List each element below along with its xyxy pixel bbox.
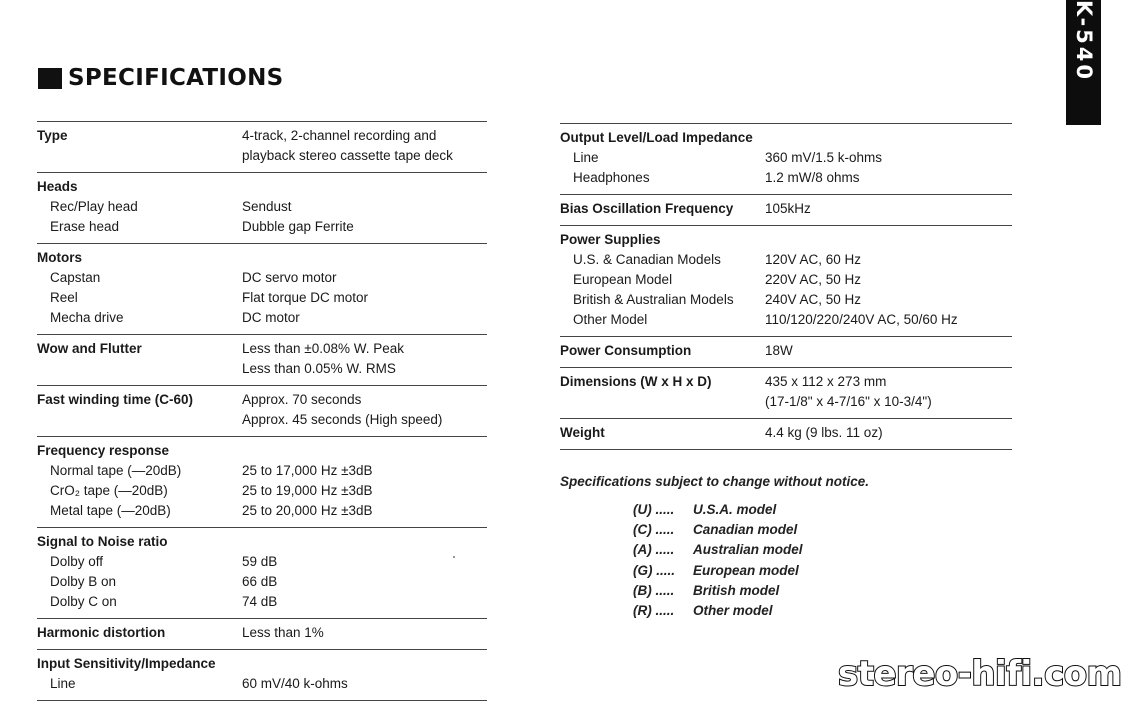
model-code: (B) ..... <box>633 582 675 598</box>
page-title <box>38 64 284 92</box>
spec-heading: Type <box>37 128 68 143</box>
spec-row <box>560 372 1012 392</box>
spec-section <box>560 123 1012 194</box>
spec-item-value: 240V AC, 50 Hz <box>765 292 862 307</box>
spec-heading: Motors <box>37 250 82 265</box>
spec-item <box>560 250 1012 270</box>
spec-table-left <box>37 121 487 701</box>
spec-value: Approx. 70 seconds <box>242 392 362 407</box>
spec-value: 105kHz <box>765 201 811 216</box>
spec-row <box>37 654 487 674</box>
spec-row <box>37 623 487 643</box>
spec-heading: Bias Oscillation Frequency <box>560 201 734 216</box>
spec-value: 4.4 kg (9 lbs. 11 oz) <box>765 425 883 440</box>
spec-item <box>37 481 487 501</box>
spec-value: Approx. 45 seconds (High speed) <box>242 412 443 427</box>
spec-heading: Harmonic distortion <box>37 625 166 640</box>
spec-heading: Weight <box>560 425 605 440</box>
spec-item-label: Headphones <box>573 170 650 185</box>
spec-value: playback stereo cassette tape deck <box>242 148 453 163</box>
specifications-notice: Specifications subject to change without notice. <box>560 474 870 489</box>
spec-section <box>37 618 487 649</box>
spec-row <box>37 390 487 410</box>
spec-value: Less than 0.05% W. RMS <box>242 361 396 376</box>
model-code: (R) ..... <box>633 603 675 619</box>
spec-item-label: Metal tape (—20dB) <box>50 503 171 518</box>
spec-item-value: 110/120/220/240V AC, 50/60 Hz <box>765 312 958 327</box>
model-side-tab-label: K-540 <box>1072 0 1096 82</box>
spec-item-label: British & Australian Models <box>573 292 734 307</box>
model-code-row <box>633 500 803 520</box>
spec-item-value: Sendust <box>242 199 292 214</box>
spec-section <box>37 334 487 385</box>
spec-item-label: European Model <box>573 272 673 287</box>
spec-value: Less than ±0.08% W. Peak <box>242 341 404 356</box>
model-code-row <box>633 540 803 560</box>
spec-item-label: Rec/Play head <box>50 199 138 214</box>
spec-item <box>37 572 487 592</box>
title-text: SPECIFICATIONS <box>68 65 284 91</box>
model-name: Australian model <box>693 542 803 558</box>
spec-item-label: Other Model <box>573 312 648 327</box>
model-code-row <box>633 601 803 621</box>
spec-row <box>560 423 1012 443</box>
spec-row <box>37 359 487 379</box>
spec-row <box>37 126 487 146</box>
spec-item <box>37 308 487 328</box>
print-speck <box>453 556 455 558</box>
spec-item-value: 60 mV/40 k-ohms <box>242 676 348 691</box>
spec-item-value: 25 to 19,000 Hz ±3dB <box>242 483 373 498</box>
spec-item-value: Flat torque DC motor <box>242 290 369 305</box>
model-code: (G) ..... <box>633 562 675 578</box>
spec-item-value: 74 dB <box>242 594 278 609</box>
spec-item-label: Dolby C on <box>50 594 117 609</box>
spec-row <box>560 128 1012 148</box>
spec-section <box>560 336 1012 367</box>
spec-item <box>37 197 487 217</box>
spec-row <box>37 410 487 430</box>
spec-spacer <box>37 410 242 430</box>
model-code: (A) ..... <box>633 542 675 558</box>
spec-item-label: Normal tape (—20dB) <box>50 463 182 478</box>
spec-row <box>37 532 487 552</box>
model-code: (C) ..... <box>633 522 675 538</box>
spec-item-value: DC servo motor <box>242 270 337 285</box>
model-name: Canadian model <box>693 522 798 538</box>
spec-item-value: 1.2 mW/8 ohms <box>765 170 860 185</box>
watermark-logo: stereo-hifi.com <box>838 654 1122 694</box>
spec-item <box>560 290 1012 310</box>
title-square-bullet-icon <box>38 68 62 89</box>
spec-item <box>37 592 487 612</box>
spec-value: 4-track, 2-channel recording and <box>242 128 437 143</box>
spec-item <box>560 310 1012 330</box>
spec-item-label: U.S. & Canadian Models <box>573 252 721 267</box>
spec-item-label: Capstan <box>50 270 101 285</box>
spec-heading: Dimensions (W x H x D) <box>560 374 712 389</box>
spec-section <box>37 436 487 527</box>
spec-item-label: Dolby off <box>50 554 104 569</box>
spec-section <box>560 367 1012 418</box>
spec-item <box>37 288 487 308</box>
spec-value: 435 x 112 x 273 mm <box>765 374 887 389</box>
model-name: U.S.A. model <box>693 502 777 517</box>
model-code-row <box>633 581 803 601</box>
model-code: (U) ..... <box>633 502 675 517</box>
spec-heading: Signal to Noise ratio <box>37 534 168 549</box>
spec-heading: Wow and Flutter <box>37 341 142 356</box>
spec-row <box>37 248 487 268</box>
spec-item <box>560 148 1012 168</box>
model-name: British model <box>693 582 780 598</box>
spec-item-value: DC motor <box>242 310 300 325</box>
spec-spacer <box>37 359 242 379</box>
spec-row <box>560 392 1012 412</box>
spec-section <box>560 225 1012 336</box>
model-side-tab <box>1066 0 1101 125</box>
spec-heading: Output Level/Load Impedance <box>560 130 753 145</box>
model-code-row <box>633 520 803 540</box>
spec-section <box>37 649 487 701</box>
spec-row <box>560 199 1012 219</box>
spec-item-value: 360 mV/1.5 k-ohms <box>765 150 883 165</box>
spec-spacer <box>37 146 242 166</box>
spec-section <box>37 172 487 243</box>
spec-heading: Input Sensitivity/Impedance <box>37 656 216 671</box>
spec-item-label: Line <box>573 150 599 165</box>
spec-row <box>560 230 1012 250</box>
spec-table-right <box>560 123 1012 450</box>
spec-section <box>37 243 487 334</box>
spec-spacer <box>560 392 765 412</box>
spec-item-label: Line <box>50 676 76 691</box>
spec-item-value: 25 to 20,000 Hz ±3dB <box>242 503 373 518</box>
spec-row <box>37 441 487 461</box>
spec-heading: Power Consumption <box>560 343 692 358</box>
spec-item <box>560 270 1012 290</box>
spec-item <box>37 461 487 481</box>
spec-item-value: 59 dB <box>242 554 278 569</box>
spec-row <box>37 177 487 197</box>
spec-row <box>560 341 1012 361</box>
spec-value: (17-1/8" x 4-7/16" x 10-3/4") <box>765 394 932 409</box>
spec-item <box>37 501 487 521</box>
spec-heading: Heads <box>37 179 78 194</box>
spec-item <box>37 552 487 572</box>
spec-section <box>560 194 1012 225</box>
spec-item-label: Erase head <box>50 219 120 234</box>
spec-item-value: 220V AC, 50 Hz <box>765 272 862 287</box>
spec-row <box>37 339 487 359</box>
spec-item-label: Dolby B on <box>50 574 117 589</box>
spec-heading: Frequency response <box>37 443 170 458</box>
model-code-row <box>633 561 803 581</box>
spec-value: Less than 1% <box>242 625 324 640</box>
spec-section <box>37 527 487 618</box>
spec-item <box>560 168 1012 188</box>
spec-section <box>560 418 1012 450</box>
spec-item <box>37 674 487 694</box>
model-name: Other model <box>693 603 773 619</box>
spec-item <box>37 268 487 288</box>
spec-item-label: Reel <box>50 290 78 305</box>
spec-item-label: CrO₂ tape (—20dB) <box>50 483 168 498</box>
spec-item <box>37 217 487 237</box>
spec-section <box>37 385 487 436</box>
spec-heading: Power Supplies <box>560 232 661 247</box>
model-name: European model <box>693 562 799 578</box>
spec-item-value: 66 dB <box>242 574 278 589</box>
spec-row <box>37 146 487 166</box>
spec-item-value: 25 to 17,000 Hz ±3dB <box>242 463 373 478</box>
spec-item-value: Dubble gap Ferrite <box>242 219 354 234</box>
spec-heading: Fast winding time (C-60) <box>37 392 194 407</box>
spec-value: 18W <box>765 343 793 358</box>
spec-item-label: Mecha drive <box>50 310 124 325</box>
model-code-legend <box>633 500 803 621</box>
spec-section <box>37 121 487 172</box>
spec-item-value: 120V AC, 60 Hz <box>765 252 862 267</box>
